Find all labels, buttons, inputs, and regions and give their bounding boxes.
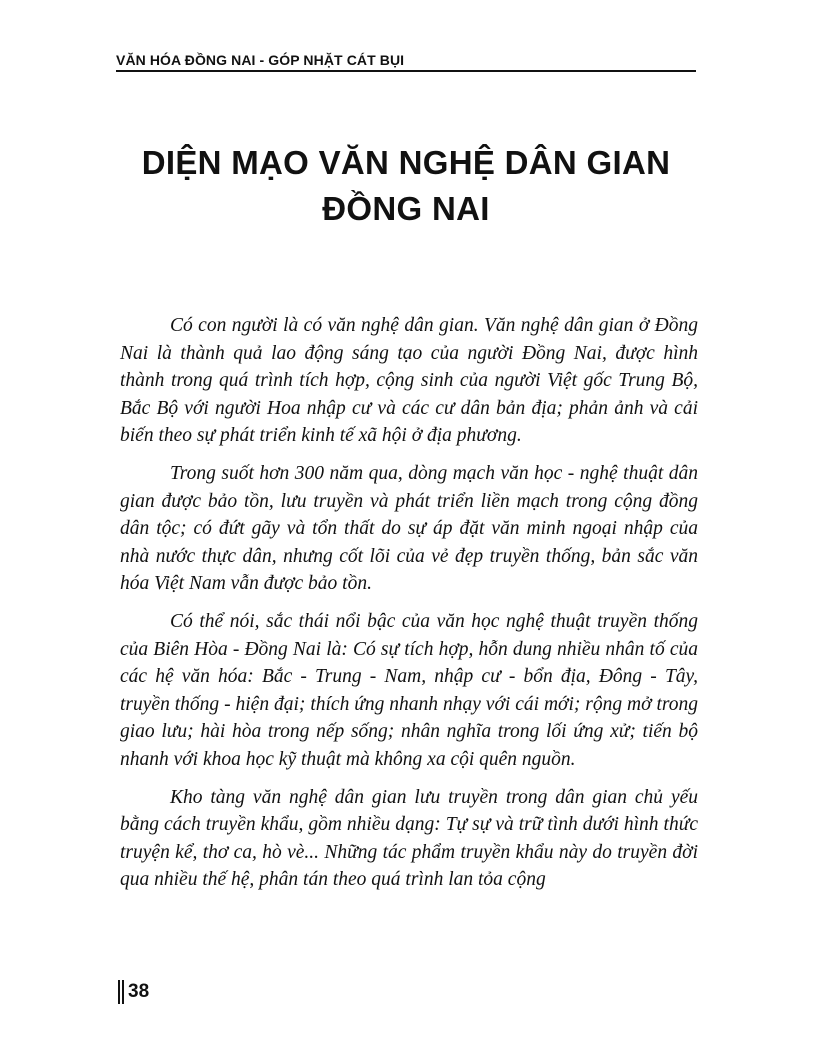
- body-text: [120, 312, 698, 894]
- chapter-title-line-2: ĐỒNG NAI: [322, 190, 490, 227]
- paragraph-2: Trong suốt hơn 300 năm qua, dòng mạch văn học - nghệ thuật dân gian được bảo tồn, lưu truyền và phát triển liền mạch trong cộng đồng dân tộc; có đứt gãy và tổn thất do sự áp đặt văn minh ngoại nhập của nhà nước thực dân, nhưng cốt lõi của vẻ đẹp truyền thống, bản sắc văn hóa Việt Nam vẫn được bảo tồn.: [120, 462, 698, 595]
- folio-bar-icon: [122, 980, 124, 1004]
- folio-bar-icon: [118, 980, 120, 1004]
- chapter-title: [100, 140, 712, 232]
- paragraph-4: Kho tàng văn nghệ dân gian lưu truyền trong dân gian chủ yếu bằng cách truyền khẩu, gồm nhiều dạng: Tự sự và trữ tình dưới hình thức truyện kể, thơ ca, hò vè... Những tác phẩm truyền khẩu này do truyền đời qua nhiều thế hệ, phân tán theo quá trình lan tỏa cộng: [120, 786, 698, 891]
- running-header: VĂN HÓA ĐỒNG NAI - GÓP NHẶT CÁT BỤI: [116, 52, 405, 68]
- header-rule: [116, 70, 696, 72]
- chapter-title-line-1: DIỆN MẠO VĂN NGHỆ DÂN GIAN: [141, 144, 671, 181]
- page-folio: [118, 980, 149, 1004]
- paragraph-3: Có thể nói, sắc thái nổi bậc của văn học nghệ thuật truyền thống của Biên Hòa - Đồng Nai là: Có sự tích hợp, hỗn dung nhiều nhân tố của các hệ văn hóa: Bắc - Trung - Nam, nhập cư - bổn địa, Đông - Tây, truyền thống - hiện đại; thích ứng nhanh nhạy với cái mới; rộng mở trong giao lưu; hài hòa trong nếp sống; nhân nghĩa trong lối ứng xử; tiến bộ nhanh với khoa học kỹ thuật mà không xa cội quên nguồn.: [120, 610, 698, 770]
- page-number: 38: [128, 981, 150, 1002]
- paragraph-1: Có con người là có văn nghệ dân gian. Văn nghệ dân gian ở Đồng Nai là thành quả lao động sáng tạo của người Đồng Nai, được hình thành trong quá trình tích hợp, cộng sinh của người Việt gốc Trung Bộ, Bắc Bộ với người Hoa nhập cư và các cư dân bản địa; phản ảnh và cải biến theo sự phát triển kinh tế xã hội ở địa phương.: [120, 315, 698, 447]
